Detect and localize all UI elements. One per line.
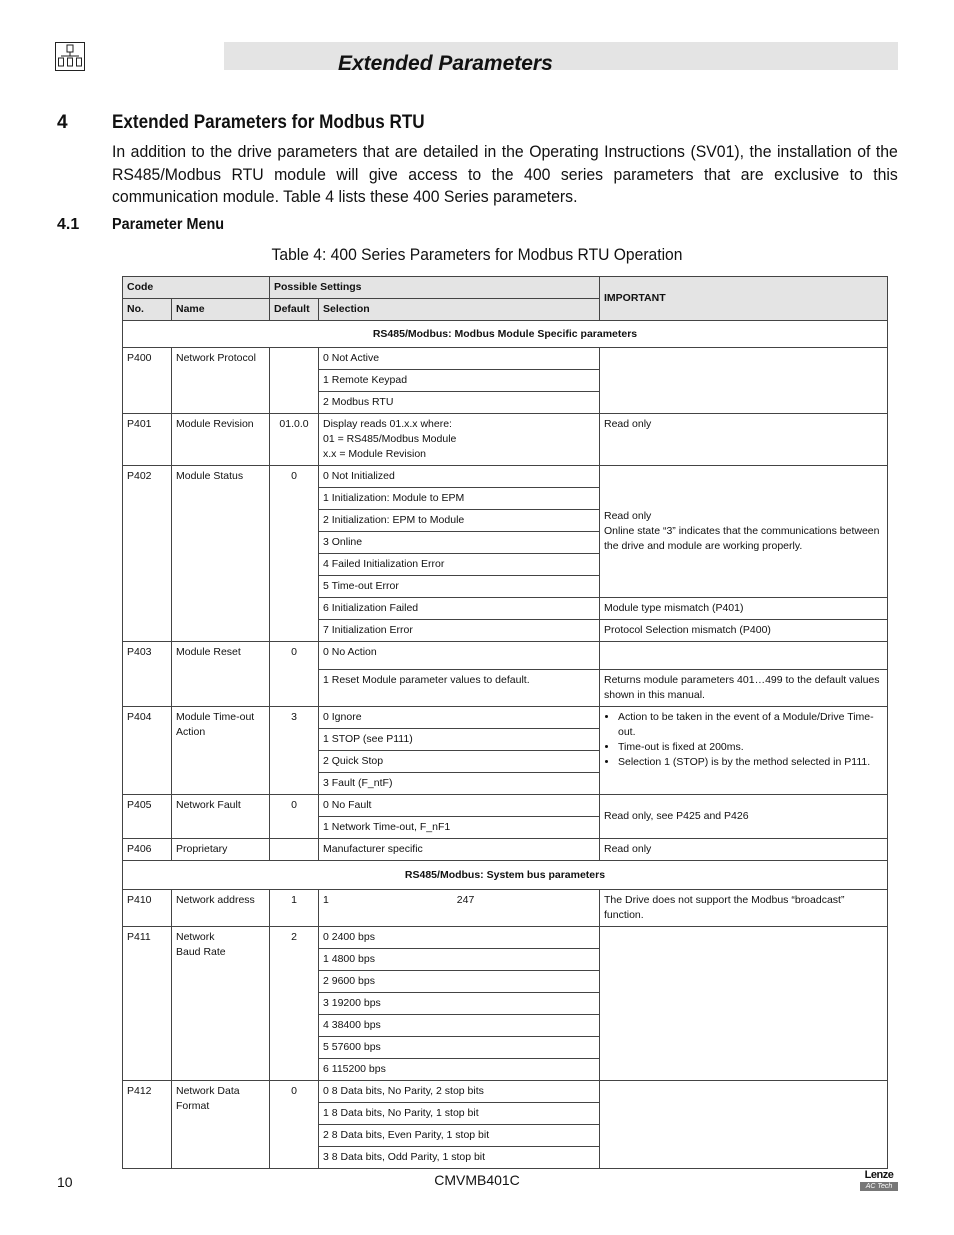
selection-option: 2 Modbus RTU	[319, 392, 600, 414]
param-no: P411	[123, 927, 172, 1081]
selection-option: 1 Remote Keypad	[319, 370, 600, 392]
important-bullet: • Selection 1 (STOP) is by the method selected in P111.	[618, 755, 883, 770]
selection-option: 0 Ignore	[319, 707, 600, 729]
param-name: Network Protocol	[172, 348, 270, 414]
param-important: Read only	[600, 839, 888, 861]
header-possible-settings: Possible Settings	[270, 277, 600, 299]
selection-option: 0 No Action	[319, 642, 600, 670]
section-title: Extended Parameters for Modbus RTU	[112, 112, 425, 133]
param-no: P401	[123, 414, 172, 466]
selection-option: 3 Fault (F_ntF)	[319, 773, 600, 795]
selection-option: 0 8 Data bits, No Parity, 2 stop bits	[319, 1081, 600, 1103]
selection-line: x.x = Module Revision	[323, 448, 427, 460]
param-important: Protocol Selection mismatch (P400)	[600, 620, 888, 642]
document-code: CMVMB401C	[434, 1172, 520, 1188]
param-default: 01.0.0	[270, 414, 319, 466]
selection-option: 6 115200 bps	[319, 1059, 600, 1081]
header-code: Code	[123, 277, 270, 299]
subsection-title: Parameter Menu	[112, 216, 225, 233]
selection-option: 1 Initialization: Module to EPM	[319, 488, 600, 510]
group-heading: RS485/Modbus: Modbus Module Specific parameters	[123, 321, 888, 348]
table-caption: Table 4: 400 Series Parameters for Modbus RTU Operation	[271, 245, 683, 264]
manual-section-icon	[55, 42, 85, 71]
range-min: 1	[323, 894, 329, 906]
header-default: Default	[270, 299, 319, 321]
param-name: Network Data Format	[172, 1081, 270, 1169]
param-important: The Drive does not support the Modbus “broadcast” function.	[600, 890, 888, 927]
header-important: IMPORTANT	[600, 277, 888, 321]
param-no: P404	[123, 707, 172, 795]
param-important: Read only	[600, 414, 888, 466]
selection-option: 2 9600 bps	[319, 971, 600, 993]
important-line: Online state “3” indicates that the communications between the drive and module are working properly.	[604, 525, 880, 552]
intro-paragraph: In addition to the drive parameters that are detailed in the Operating Instructions (SV01), the installation of the RS485/Modbus RTU module will give access to the 400 series parameters that are exclusive to this communication module. Table 4 lists these 400 Series parameters.	[112, 142, 898, 206]
param-default: 0	[270, 795, 319, 839]
selection-option: 2 8 Data bits, Even Parity, 1 stop bit	[319, 1125, 600, 1147]
param-important	[600, 348, 888, 414]
selection-option: 1 4800 bps	[319, 949, 600, 971]
selection-option: 1 8 Data bits, No Parity, 1 stop bit	[319, 1103, 600, 1125]
header-selection: Selection	[319, 299, 600, 321]
selection-option: 3 19200 bps	[319, 993, 600, 1015]
param-default	[270, 348, 319, 414]
param-no: P400	[123, 348, 172, 414]
param-name: Module Reset	[172, 642, 270, 707]
param-important: Module type mismatch (P401)	[600, 598, 888, 620]
param-important: Returns module parameters 401…499 to the default values shown in this manual.	[600, 670, 888, 707]
selection-option: 5 Time-out Error	[319, 576, 600, 598]
logo-name: Lenze	[864, 1169, 894, 1181]
param-default: 1	[270, 890, 319, 927]
param-important: Read only, see P425 and P426	[600, 795, 888, 839]
selection-line: Display reads 01.x.x where:	[323, 418, 452, 430]
param-name: Network Fault	[172, 795, 270, 839]
selection-option: 7 Initialization Error	[319, 620, 600, 642]
param-important	[600, 927, 888, 1081]
selection-option: 6 Initialization Failed	[319, 598, 600, 620]
header-name: Name	[172, 299, 270, 321]
header-title: Extended Parameters	[338, 52, 553, 75]
selection-option: 0 No Fault	[319, 795, 600, 817]
parameter-table	[122, 276, 888, 1169]
param-important	[600, 466, 888, 598]
important-line: Read only	[604, 510, 652, 522]
param-important	[600, 1081, 888, 1169]
selection-option: 2 Quick Stop	[319, 751, 600, 773]
selection-option: 0 Not Initialized	[319, 466, 600, 488]
logo-tag: AC Tech	[860, 1182, 898, 1191]
param-no: P406	[123, 839, 172, 861]
param-default: 0	[270, 642, 319, 707]
selection-range	[319, 890, 600, 927]
subsection-number: 4.1	[57, 216, 80, 233]
param-name: Proprietary	[172, 839, 270, 861]
selection-option: 1 Reset Module parameter values to default.	[319, 670, 600, 707]
selection-option: 3 8 Data bits, Odd Parity, 1 stop bit	[319, 1147, 600, 1169]
page-number: 10	[57, 1174, 73, 1190]
group-heading: RS485/Modbus: System bus parameters	[123, 861, 888, 890]
param-default: 2	[270, 927, 319, 1081]
param-default: 3	[270, 707, 319, 795]
selection-option: 2 Initialization: EPM to Module	[319, 510, 600, 532]
param-no: P412	[123, 1081, 172, 1169]
param-name: Network Baud Rate	[172, 927, 270, 1081]
selection-option: 4 Failed Initialization Error	[319, 554, 600, 576]
important-bullet: • Action to be taken in the event of a Module/Drive Time-out.	[618, 710, 883, 740]
selection-option: 0 Not Active	[319, 348, 600, 370]
range-max: 247	[456, 894, 475, 906]
param-default	[270, 839, 319, 861]
param-important	[600, 642, 888, 670]
param-no: P410	[123, 890, 172, 927]
selection-option: Manufacturer specific	[319, 839, 600, 861]
param-default: 0	[270, 466, 319, 642]
param-no: P403	[123, 642, 172, 707]
selection-option: 4 38400 bps	[319, 1015, 600, 1037]
lenze-logo	[860, 1169, 898, 1193]
selection-option: 5 57600 bps	[319, 1037, 600, 1059]
important-bullet: • Time-out is fixed at 200ms.	[618, 740, 883, 755]
param-default: 0	[270, 1081, 319, 1169]
param-no: P402	[123, 466, 172, 642]
param-important	[600, 707, 888, 795]
param-name: Module Revision	[172, 414, 270, 466]
selection-option: 3 Online	[319, 532, 600, 554]
param-name: Module Time-out Action	[172, 707, 270, 795]
selection-line: 01 = RS485/Modbus Module	[323, 433, 457, 445]
section-number: 4	[57, 112, 68, 133]
param-name: Network address	[172, 890, 270, 927]
selection-option: 0 2400 bps	[319, 927, 600, 949]
selection-option: 1 STOP (see P111)	[319, 729, 600, 751]
param-no: P405	[123, 795, 172, 839]
header-no: No.	[123, 299, 172, 321]
selection-option: 1 Network Time-out, F_nF1	[319, 817, 600, 839]
selection-text	[319, 414, 600, 466]
param-name: Module Status	[172, 466, 270, 642]
header-bar	[224, 42, 898, 70]
